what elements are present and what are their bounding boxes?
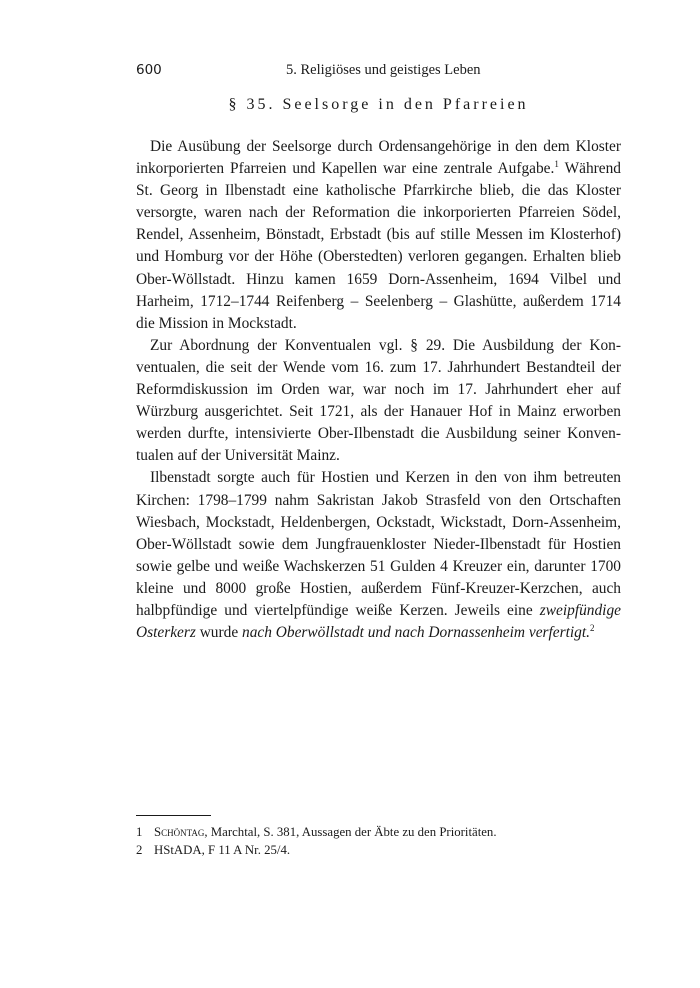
paragraph-3 <box>136 467 621 644</box>
paragraph-1 <box>136 136 621 335</box>
footnote-text <box>154 841 290 859</box>
footnote-number: 2 <box>136 843 143 857</box>
paragraph-3-italic-1: zweipfündige Osterkerz <box>136 601 621 642</box>
paragraph-1-text-a: Die Ausübung der Seelsorge durch Ordensangehörige in den dem Kloster inkorporierten Pfarreien und Kapellen war eine zentrale Aufgabe. <box>136 138 621 178</box>
footnote-text <box>154 823 497 841</box>
paragraph-3-text-a: Ilbenstadt sorgte auch für Hostien und Kerzen in den von ihm betreuten Kirchen: 1798–1799 nahm Sakristan Jakob Strasfeld von den Ortschaften Wiesbach, Mockstadt, Heldenbergen, Ockstadt, Wickstadt, Dorn-Assenheim, Ober-Wöllstadt sowie dem Jungfrauenkloster Nieder-Ilbenstadt für Hostien sowie gelbe und weiße Wachskerzen 51 Gulden 4 Kreuzer ein, darunter 1700 kleine und 8000 große Hostien, außerdem Fünf-Kreuzer-Kerzchen, auch halbpfündige und viertelpfündige weiße Kerzen. Jeweils eine <box>136 469 621 619</box>
footnote-ref-1[interactable]: 1 <box>554 158 559 169</box>
paragraph-3-text-b: wurde <box>195 624 243 642</box>
section-heading: § 35. Seelsorge in den Pfarreien <box>228 96 529 113</box>
body-text <box>136 136 621 644</box>
paragraph-2: Zur Abordnung der Konventualen vgl. § 29. Die Ausbildung der Konventualen, die seit der Wende vom 16. zum 17. Jahrhundert Bestandteil der Reformdiskussion im Orden war, war noch im 17. Jahrhundert eher auf Würzburg ausgerichtet. Seit 1721, als der Hanauer Hof in Mainz erworben werden durfte, intensivierte Ober-Ilbenstadt die Ausbildung seiner Konventualen auf der Universität Mainz. <box>136 336 621 465</box>
page-number: 600 <box>136 62 162 78</box>
footnote-1 <box>136 823 621 841</box>
footnote-author: Schöntag <box>154 825 205 839</box>
paragraph-1-text-b: Während St. Georg in Ilbenstadt eine katholische Pfarrkirche blieb, die das Kloster versorgte, waren nach der Reformation die inkorporierten Pfarreien Södel, Rendel, Assenheim, Bönstadt, Erbstadt (bis auf stille Messen im Klosterhof) und Homburg vor der Höhe (Oberstedten) verloren gegangen. Erhalten blieb Ober-Wöllstadt. Hinzu kamen 1659 Dorn-Assenheim, 1694 Vilbel und Harheim, 1712–1744 Reifenberg – Seelenberg – Glashütte, außerdem 1714 die Mission in Mockstadt. <box>136 160 621 332</box>
paragraph-3-italic-2: nach Oberwöllstadt und nach Dornassenheim verfertigt. <box>242 624 590 642</box>
footnote-ref-2[interactable]: 2 <box>589 622 595 633</box>
running-title: 5. Religiöses und geistiges Leben <box>286 62 481 78</box>
footnote-rule <box>136 815 211 816</box>
footnote-2 <box>136 841 621 859</box>
footnotes <box>136 823 621 859</box>
footnote-body: , Marchtal, S. 381, Aussagen der Äbte zu den Prioritäten. <box>204 825 497 839</box>
running-head <box>136 62 621 84</box>
footnote-number: 1 <box>136 825 143 839</box>
footnote-body: HStADA, F 11 A Nr. 25/4. <box>154 843 291 857</box>
